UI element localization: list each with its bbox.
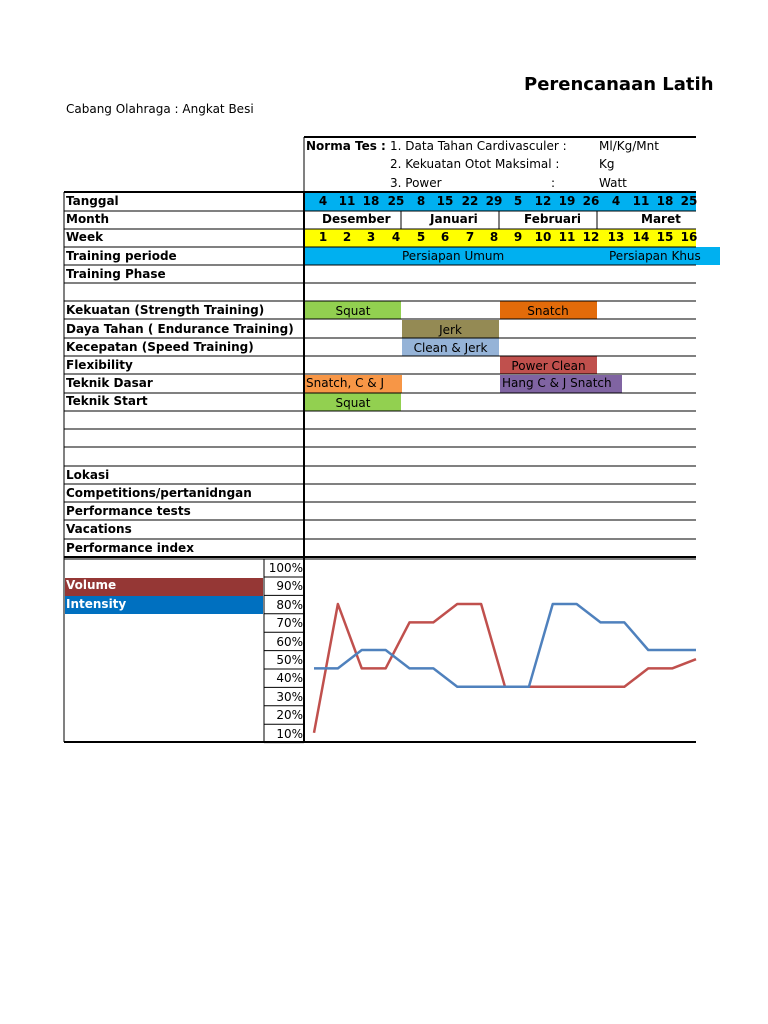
y-tick-label: 80% bbox=[276, 597, 303, 612]
label-kecepatan: Kecepatan (Speed Training) bbox=[66, 340, 254, 354]
week-cell: 11 bbox=[558, 230, 576, 244]
label-tanggal: Tanggal bbox=[66, 194, 119, 208]
week-cell: 10 bbox=[534, 230, 552, 244]
label-daya-tahan: Daya Tahan ( Endurance Training) bbox=[66, 322, 294, 336]
norma-unit-3: Watt bbox=[599, 176, 627, 190]
date-cell: 18 bbox=[656, 194, 674, 208]
period-persiapan-umum: Persiapan Umum bbox=[402, 249, 505, 263]
date-cell: 15 bbox=[436, 194, 454, 208]
label-performance-tests: Performance tests bbox=[66, 504, 191, 518]
y-tick-label: 20% bbox=[276, 708, 303, 723]
series-line-volume bbox=[314, 604, 696, 733]
y-tick-label: 50% bbox=[276, 653, 303, 667]
date-cell: 25 bbox=[387, 194, 405, 208]
y-tick-label: 90% bbox=[276, 579, 303, 594]
y-tick-label: 70% bbox=[276, 616, 303, 631]
date-cell: 4 bbox=[318, 194, 328, 208]
date-cell: 19 bbox=[558, 194, 576, 208]
block-clean-jerk: Clean & Jerk bbox=[413, 340, 488, 355]
norma-colon-3: : bbox=[551, 176, 556, 190]
date-cell: 25 bbox=[680, 194, 698, 208]
label-teknik-start: Teknik Start bbox=[66, 394, 148, 408]
legend-intensity: Intensity bbox=[66, 597, 127, 611]
week-cell: 2 bbox=[342, 230, 352, 244]
date-cell: 4 bbox=[611, 194, 621, 208]
label-competitions: Competitions/pertanidngan bbox=[66, 486, 252, 500]
date-cell: 5 bbox=[513, 194, 523, 208]
block-power-clean: Power Clean bbox=[511, 358, 586, 373]
label-vacations: Vacations bbox=[66, 522, 132, 536]
sport-branch: Cabang Olahraga : Angkat Besi bbox=[66, 102, 254, 116]
date-cell: 11 bbox=[632, 194, 650, 208]
label-week: Week bbox=[66, 230, 104, 244]
norma-unit-2: Kg bbox=[599, 157, 615, 171]
week-cell: 4 bbox=[391, 230, 401, 244]
block-snatch: Snatch bbox=[527, 303, 569, 318]
y-tick-label: 10% bbox=[276, 726, 303, 741]
week-cell: 14 bbox=[632, 230, 650, 244]
week-cell: 16 bbox=[680, 230, 698, 244]
label-performance-index: Performance index bbox=[66, 541, 194, 555]
week-cell: 12 bbox=[582, 230, 600, 244]
label-training-phase: Training Phase bbox=[66, 267, 166, 281]
period-persiapan-khusus: Persiapan Khus bbox=[609, 249, 701, 263]
block-squat: Squat bbox=[335, 303, 371, 318]
date-cell: 22 bbox=[461, 194, 479, 208]
norma-label: Norma Tes : bbox=[306, 139, 386, 153]
block-hang: Hang C & J Snatch bbox=[502, 376, 612, 390]
label-flexibility: Flexibility bbox=[66, 358, 133, 372]
week-cell: 13 bbox=[607, 230, 625, 244]
date-cell: 18 bbox=[362, 194, 380, 208]
month-maret: Maret bbox=[641, 212, 681, 226]
y-tick-label: 60% bbox=[276, 634, 303, 649]
norma-item-2: 2. Kekuatan Otot Maksimal : bbox=[390, 157, 560, 171]
norma-unit-1: Ml/Kg/Mnt bbox=[599, 139, 659, 153]
month-februari: Februari bbox=[524, 212, 582, 226]
norma-item-1: 1. Data Tahan Cardivasculer : bbox=[390, 139, 567, 153]
label-training-periode: Training periode bbox=[66, 249, 177, 263]
label-month: Month bbox=[66, 212, 110, 226]
block-squat-start: Squat bbox=[335, 395, 371, 410]
week-cell: 9 bbox=[513, 230, 523, 244]
date-cell: 26 bbox=[582, 194, 600, 208]
date-cell: 12 bbox=[534, 194, 552, 208]
label-kekuatan: Kekuatan (Strength Training) bbox=[66, 303, 265, 317]
week-cell: 8 bbox=[489, 230, 499, 244]
page-title: Perencanaan Latih bbox=[524, 74, 714, 95]
week-cell: 3 bbox=[366, 230, 376, 244]
date-cell: 11 bbox=[338, 194, 356, 208]
y-tick-label: 40% bbox=[276, 671, 303, 686]
week-cell: 15 bbox=[656, 230, 674, 244]
norma-item-3: 3. Power bbox=[390, 176, 442, 190]
month-januari: Januari bbox=[430, 212, 478, 226]
week-cell: 5 bbox=[416, 230, 426, 244]
y-tick-label: 100% bbox=[268, 561, 303, 575]
month-desember: Desember bbox=[322, 212, 391, 226]
label-teknik-dasar: Teknik Dasar bbox=[66, 376, 153, 390]
y-tick-label: 30% bbox=[276, 689, 303, 704]
block-snatch-cj: Snatch, C & J bbox=[306, 376, 385, 390]
date-cell: 29 bbox=[485, 194, 503, 208]
label-lokasi: Lokasi bbox=[66, 468, 110, 482]
block-jerk: Jerk bbox=[439, 322, 462, 337]
date-cell: 8 bbox=[416, 194, 426, 208]
week-cell: 7 bbox=[465, 230, 475, 244]
week-cell: 6 bbox=[440, 230, 450, 244]
legend-volume: Volume bbox=[66, 578, 117, 592]
week-cell: 1 bbox=[318, 230, 328, 244]
